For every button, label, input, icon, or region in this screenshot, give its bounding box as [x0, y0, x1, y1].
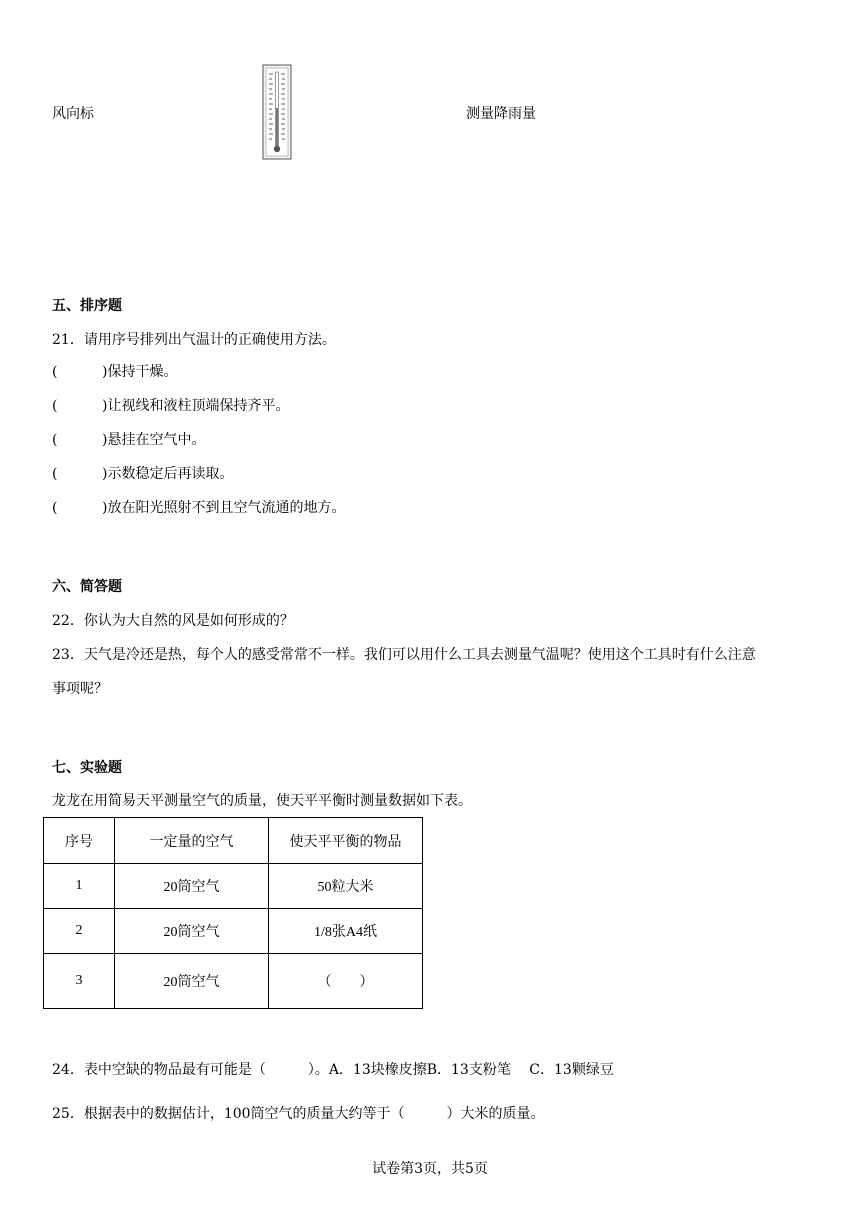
experiment-intro: 龙龙在用简易天平测量空气的质量，使天平平衡时测量数据如下表。 — [52, 793, 472, 809]
sort-item-4: ( )示数稳定后再读取。 — [52, 466, 234, 482]
table-header-cell: 序号 — [44, 818, 115, 864]
question-21: 21．请用序号排列出气温计的正确使用方法。 — [52, 332, 336, 348]
page-footer: 试卷第3页，共5页 — [372, 1161, 488, 1177]
table-cell: 2 — [44, 909, 115, 954]
table-cell: （ ） — [269, 954, 423, 1009]
question-23-line1: 23．天气是冷还是热，每个人的感受常常不一样。我们可以用什么工具去测量气温呢？使用这个工具时有什么注意 — [52, 647, 756, 663]
question-22: 22．你认为大自然的风是如何形成的？ — [52, 613, 294, 629]
table-header-row — [44, 818, 423, 864]
sort-item-2: ( )让视线和液柱顶端保持齐平。 — [52, 398, 290, 414]
table-cell: 1 — [44, 864, 115, 909]
rainfall-label: 测量降雨量 — [466, 106, 536, 122]
thermometer-icon — [262, 64, 292, 160]
sort-item-3: ( )悬挂在空气中。 — [52, 432, 206, 448]
table-header-cell: 一定量的空气 — [115, 818, 269, 864]
section6-heading: 六、简答题 — [52, 579, 122, 595]
table-row — [44, 909, 423, 954]
sort-item-1: ( )保持干燥。 — [52, 364, 178, 380]
measurement-table — [43, 817, 423, 1009]
question-25: 25．根据表中的数据估计，100筒空气的质量大约等于（ ）大米的质量。 — [52, 1106, 545, 1122]
table-row — [44, 954, 423, 1009]
table-cell: 20筒空气 — [115, 909, 269, 954]
question-24: 24．表中空缺的物品最有可能是（ ）。A．13块橡皮擦B．13支粉笔 C．13颗绿豆 — [52, 1062, 614, 1078]
table-header-cell: 使天平平衡的物品 — [269, 818, 423, 864]
table-row — [44, 864, 423, 909]
section5-heading: 五、排序题 — [52, 298, 122, 314]
wind-vane-label: 风向标 — [52, 106, 94, 122]
question-23-line2: 事项呢？ — [52, 681, 108, 697]
table-cell: 20筒空气 — [115, 864, 269, 909]
sort-item-5: ( )放在阳光照射不到且空气流通的地方。 — [52, 500, 346, 516]
table-cell: 1/8张A4纸 — [269, 909, 423, 954]
table-cell: 20筒空气 — [115, 954, 269, 1009]
section7-heading: 七、实验题 — [52, 760, 122, 776]
table-cell: 3 — [44, 954, 115, 1009]
table-cell: 50粒大米 — [269, 864, 423, 909]
